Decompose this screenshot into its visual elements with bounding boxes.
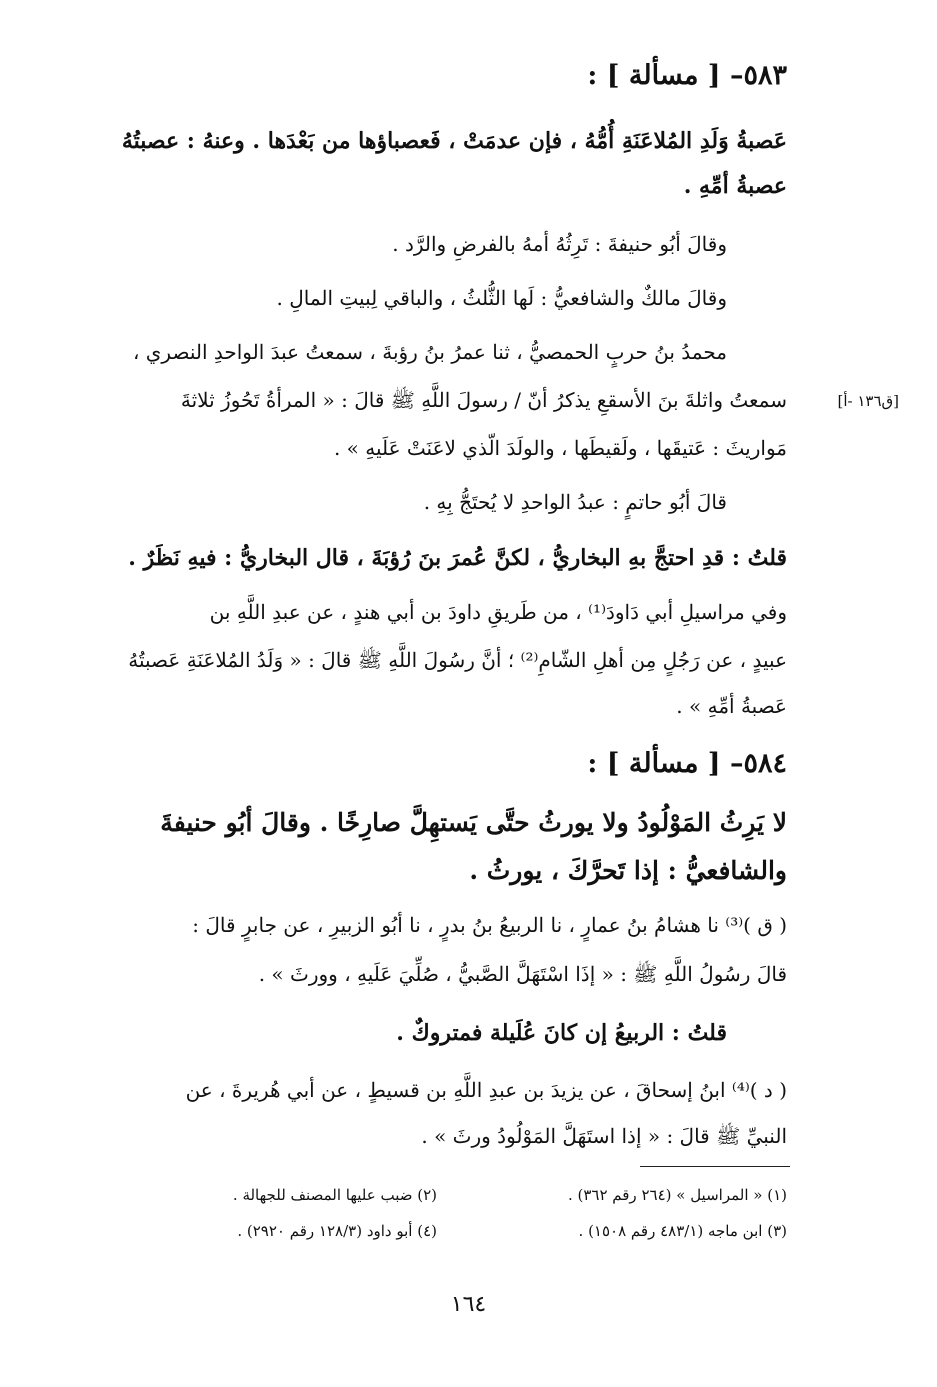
footnote-1: (١) « المراسيل » (٢٦٤ رقم ٣٦٢) . [567, 1186, 787, 1204]
hadith-line-1: محمدُ بنُ حربٍ الحمصيُّ ، ثنا عمرُ بنُ رؤبةَ ، سمعتُ عبدَ الواحدِ النصري ، [132, 340, 727, 364]
abu-hatim-comment: قالَ أبُو حاتمٍ : عبدُ الواحدِ لا يُحتَجُّ بِهِ . [423, 490, 727, 514]
hadith-line-3: مَواريثَ : عَتيقَها ، ولَقيطَها ، والولَدَ الّذي لاعَنَتْ عَلَيهِ » . [333, 436, 787, 460]
malik-shafii-opinion: وقالَ مالكٌ والشافعيُّ : لَها الثُّلثُ ، والباقي لِبيتِ المالِ . [276, 286, 727, 310]
author-comment-583: قلتُ : قدِ احتجَّ بهِ البخاريُّ ، لكنَّ عُمرَ بنَ رُؤبَةَ ، قال البخاريُّ : فيهِ نَظَرٌ . [128, 545, 787, 571]
entry-584-ruling-line-1: لا يَرِثُ المَوْلُودُ ولا يورثُ حتَّى يَستهِلَّ صارِخًا . وقالَ أبُو حنيفةَ [160, 808, 787, 837]
entry-584-ruling-line-2: والشافعيُّ : إذا تَحرَّكَ ، يورثُ . [469, 856, 787, 885]
marasil-line-2: عبيدٍ ، عن رَجُلٍ مِن أهلِ الشّامِ⁽²⁾ ؛ أنَّ رسُولَ اللَّهِ ﷺ قالَ : « وَلَدُ المُلاعَنَةِ عَصبتُهُ [128, 648, 787, 672]
entry-584-heading: ٥٨٤– [ مسألة ] : [587, 748, 787, 779]
abu-dawud-chain-line-2: النبيِّ ﷺ قالَ : « إذا استَهَلَّ المَوْلُودُ ورثَ » . [421, 1124, 787, 1148]
footnote-4: (٤) أبو داود (١٢٨/٣ رقم ٢٩٢٠) . [237, 1222, 437, 1240]
hadith-line-2: سمعتُ واثلةَ بنَ الأسقعِ يذكرُ أنّ / رسولَ اللَّهِ ﷺ قالَ : « المرأةُ تَحُوزُ ثلاثةَ [180, 388, 787, 412]
marasil-line-3: عَصبةُ أمِّهِ » . [676, 694, 787, 718]
ibn-majah-chain-line-2: قالَ رسُولُ اللَّهِ ﷺ : « إذَا اسْتَهَلَّ الصَّبيُّ ، صُلِّيَ عَلَيهِ ، وورثَ » . [258, 962, 787, 986]
marasil-line-1: وفي مراسيلِ أبي دَاودَ⁽¹⁾ ، من طَريقِ داودَ بن أبي هندٍ ، عن عبدِ اللَّهِ بن [209, 600, 787, 624]
footnote-separator [640, 1166, 790, 1167]
footnote-2: (٢) ضبب عليها المصنف للجهالة . [232, 1186, 437, 1204]
footnote-3: (٣) ابن ماجه (٤٨٣/١ رقم ١٥٠٨) . [578, 1222, 787, 1240]
entry-583-ruling-line-1: عَصبةُ وَلَدِ المُلاعَنَةِ أُمُّهُ ، فإن عدمَتْ ، فَعصباؤها من بَعْدَها . وعنهُ : عصبتُهُ [121, 128, 787, 154]
entry-583-ruling-line-2: عصبةُ أمِّهِ . [683, 173, 787, 199]
abu-hanifa-opinion: وقالَ أبُو حنيفةَ : تَرِثُهُ أمهُ بالفرضِ والرَّد . [392, 232, 727, 256]
author-comment-584: قلتُ : الربيعُ إن كانَ عُلَيلة فمتروكٌ . [396, 1020, 727, 1046]
entry-583-heading: ٥٨٣– [ مسألة ] : [587, 60, 787, 91]
manuscript-margin-note: [ق١٣٦ -أ] [837, 392, 899, 410]
ibn-majah-chain-line-1: ( ق )⁽³⁾ نا هشامُ بنُ عمارٍ ، نا الربيعُ بنُ بدرٍ ، نا أبُو الزبيرِ ، عن جابرٍ قالَ : [192, 913, 787, 937]
page-number: ١٦٤ [450, 1292, 487, 1317]
abu-dawud-chain-line-1: ( د )⁽⁴⁾ ابنُ إسحاقَ ، عن يزيدَ بن عبدِ اللَّهِ بن قسيطٍ ، عن أبي هُريرةَ ، عن [185, 1078, 787, 1102]
